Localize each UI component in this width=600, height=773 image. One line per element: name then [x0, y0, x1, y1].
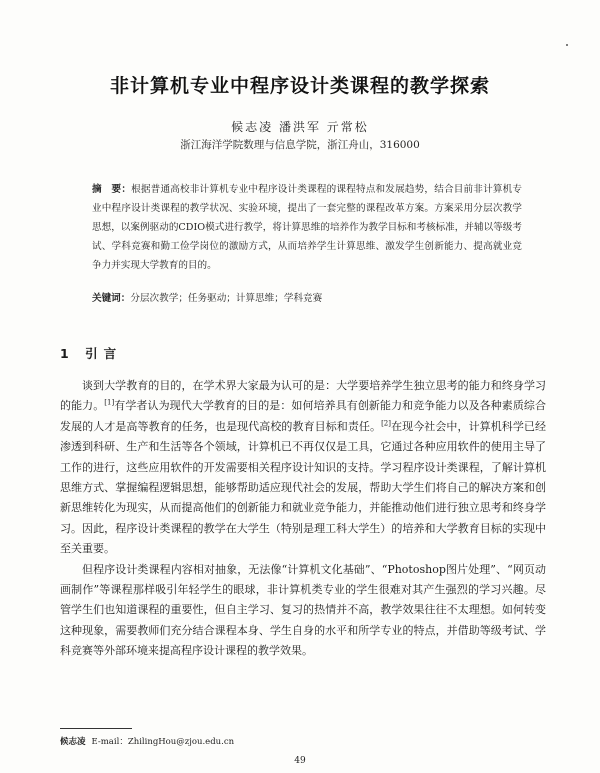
abstract-text: 根据普通高校非计算机专业中程序设计类课程的课程特点和发展趋势，结合目前非计算机专业中程序设计类课程的教学状况、实验环境，提出了一套完整的课程改革方案。方案采用分层次教学思想，以案例驱动的CDIO模式进行教学，将计算思维的培养作为教学目标和考核标准，并辅以等级考试、学科竞赛和勤工俭学岗位的激励方式，从而培养学生计算思维、激发学生创新能力、提高就业竞争力并实现大学教育的目的。: [92, 184, 523, 271]
footnote: [60, 735, 234, 747]
keywords-label: 关键词：: [92, 293, 131, 304]
abstract: [92, 180, 522, 275]
page-number: 49: [294, 756, 306, 766]
section-title: 引言: [85, 346, 123, 361]
keywords: [92, 291, 522, 307]
author-list: 候志凌 潘洪军 亓常松: [231, 120, 369, 134]
paragraph: [60, 376, 546, 560]
paragraph-text: 在现今社会中，计算机科学已经渗透到科研、生产和生活等各个领域，计算机已不再仅仅是工具，它通过各种应用软件的使用主导了工作的进行，这些应用软件的开发需要相关程序设计知识的支持。学习程序设计类课程，了解计算机思维方式、掌握编程逻辑思想，能够帮助适应现代社会的发展，帮助大学生们将自己的解决方案和创新思维转化为现实，从而提高他们的创新能力和就业竞争能力，并能推动他们进行独立思考和终身学习。因此，程序设计类课程的教学在大学生（特别是理工科大学生）的培养和大学教育目标的实现中至关重要。: [60, 419, 547, 556]
citation-ref[interactable]: [1]: [104, 398, 115, 407]
paragraph: 但程序设计类课程内容相对抽象，无法像“计算机文化基础”、“Photoshop图片处理”、“网页动画制作”等课程那样吸引年轻学生的眼球，非计算机类专业的学生很难对其产生强烈的学习兴趣。尽管学生们也知道课程的重要性，但自主学习、复习的热情并不高，教学效果往往不太理想。如何转变这种现象，需要教师们充分结合课程本身、学生自身的水平和所学专业的特点，并借助等级考试、学科竞赛等外部环境来提高程序设计课程的教学效果。: [60, 562, 546, 658]
section-heading: [60, 344, 122, 362]
scan-speck: [566, 44, 568, 46]
footnote-email[interactable]: E-mail：ZhilingHou@zjou.edu.cn: [91, 737, 235, 747]
paragraph-text: 谈到大学教育的目的，在学术界大家最为认可的是：大学要培养学生独立思考的能力和终身学习的能力。: [60, 379, 546, 413]
body-text: [60, 376, 546, 662]
abstract-label: 摘 要：: [92, 184, 132, 195]
paragraph-text: 有学者认为现代大学教育的目的是：如何培养具有创新能力和竞争能力以及各种素质综合发展的人才是高等教育的任务，也是现代高校的教育目标和责任。: [60, 399, 547, 433]
section-number: 1: [60, 346, 75, 361]
paper-title: 非计算机专业中程序设计类课程的教学探索: [109, 75, 490, 97]
footnote-author: 候志凌: [60, 737, 86, 747]
affiliation: 浙江海洋学院数理与信息学院，浙江舟山，316000: [180, 139, 420, 151]
citation-ref[interactable]: [2]: [381, 419, 391, 428]
keywords-text: 分层次教学；任务驱动；计算思维；学科竞赛: [130, 293, 323, 304]
footnote-divider: [60, 728, 132, 729]
